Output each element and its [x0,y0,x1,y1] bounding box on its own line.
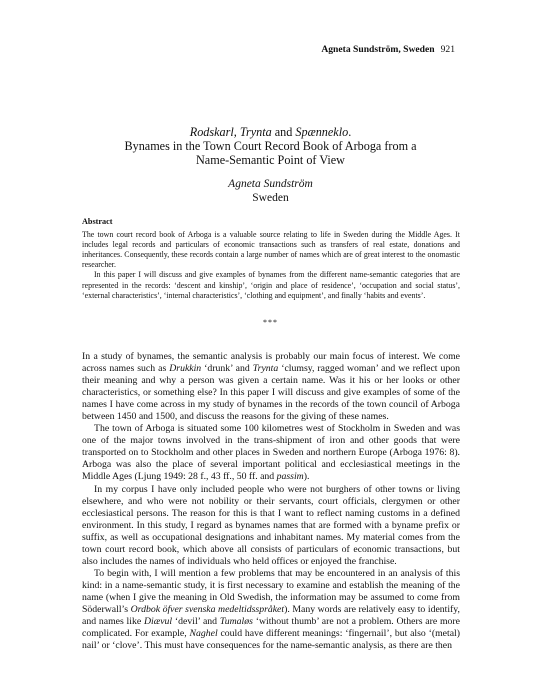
p4-italic-tumalos: Tumaløs [219,616,253,628]
abstract-paragraph-2: In this paper I will discuss and give examples of bynames from the different name-semantic categories that are represented in the records: ‘descent and kinship’, ‘origin and place of residence’, ‘occupation and social status’, ‘external characteristics’, ‘internal characteristics’, ‘clothing and equipment’, and finally ‘habits and events’. [82,270,460,300]
p4-text-i: could have different meanings: ‘fingernail’, but also ‘(metal) nail’ or ‘clove’. This must have consequences for the name-semantic analysis, as there are then [82,628,460,652]
p1-text-c: ‘drunk’ and [201,363,253,375]
p1-italic-trynta: Trynta [252,363,279,375]
p4-italic-naghel: Naghel [189,628,218,640]
p4-italic-ordbok: Ordbok öfver svenska medeltidsspråket [130,603,285,615]
page-number: 921 [440,44,455,55]
p4-text-c: ). Many words are relatively easy to identify, and names like [82,603,460,628]
title-italic-b: Spænneklo [295,125,349,139]
author-name: Agneta Sundström [228,178,313,190]
running-header-author: Agneta Sundström, Sweden [321,44,435,55]
title-and: and [271,125,296,139]
section-separator: *** [263,318,278,327]
running-header [321,44,455,55]
p4-text-a: To begin with, I will mention a few problems that may be encountered in an analysis of this kind: in a name-semantic study, it is first necessary to examine and establish the meaning of the name (when I give the meaning in Old Swedish, the information may be assumed to come from Söderwall’s [82,567,460,615]
author-country: Sweden [252,191,289,204]
abstract-paragraph-1: The town court record book of Arboga is a valuable source relating to life in Sweden during the Middle Ages. It includes legal records and particulars of economic transactions such as transfers of real estate, donations and inheritances. Consequently, these records contain a large number of names which are of great interest to the onomastic researcher. [82,230,460,270]
body-paragraph-4 [82,568,460,652]
p4-text-e: ‘devil’ and [172,616,220,628]
p2-text-c: ). [303,471,310,483]
p1-text-e: ‘clumsy, ragged woman’ and we reflect upon their meaning and why a person was given a certain name. Was it his or her looks or other characteristics, or something else? In this paper I will discuss and give examples of some of the names I have come across in my study of bynames in the records of the town council of Arboga between 1450 and 1500, and discuss the reasons for the giving of these names. [82,363,460,423]
paper-title [0,125,541,167]
title-italic-a: Rodskarl, Trynta [189,125,272,139]
p1-text-a: In a study of bynames, the semantic analysis is probably our main focus of interest. We come across names such as [82,351,460,375]
p1-italic-drukkin: Drukkin [169,363,202,375]
body-paragraph-3: In my corpus I have only included people who were not burghers of other towns or living elsewhere, and who were not nobility or their servants, court officials, clergymen or other ecclesiastical persons. The reason for this is that I want to reflect naming customs in a defined environment. In this study, I regard as bynames names that are formed with a byname prefix or suffix, as well as occupational designations and inhabitant names. My material comes from the town court record book, which above all consists of particulars of economic transactions, but also includes the names of individuals who held offices or enjoyed the franchise. [82,483,460,567]
body-paragraph-2 [82,423,460,483]
body-text [82,351,460,652]
p2-text-a: The town of Arboga is situated some 100 kilometres west of Stockholm in Sweden and was one of the major towns involved in the trans-shipment of iron and other goods that were transported on to Stockholm and other places in Sweden and northern Europe (Arboga 1976: 8). Arboga was also the place of several important political and ecclesiastical meetings in the Middle Ages (Ljung 1949: 28 f., 43 ff., 50 ff. and [82,423,460,483]
p4-text-g: ‘without thumb’ are not a problem. Others are more complicated. For example, [82,616,461,640]
title-line-2: Bynames in the Town Court Record Book of Arboga from a [124,139,417,153]
title-line-3: Name-Semantic Point of View [196,153,345,167]
author-block [0,178,541,205]
title-line-1 [0,125,541,139]
abstract [82,217,460,301]
p4-italic-diaevul: Diævul [143,616,173,628]
title-period: . [348,125,352,139]
abstract-heading: Abstract [82,217,113,226]
body-paragraph-1 [82,351,460,423]
p2-italic-passim: passim [276,471,304,483]
